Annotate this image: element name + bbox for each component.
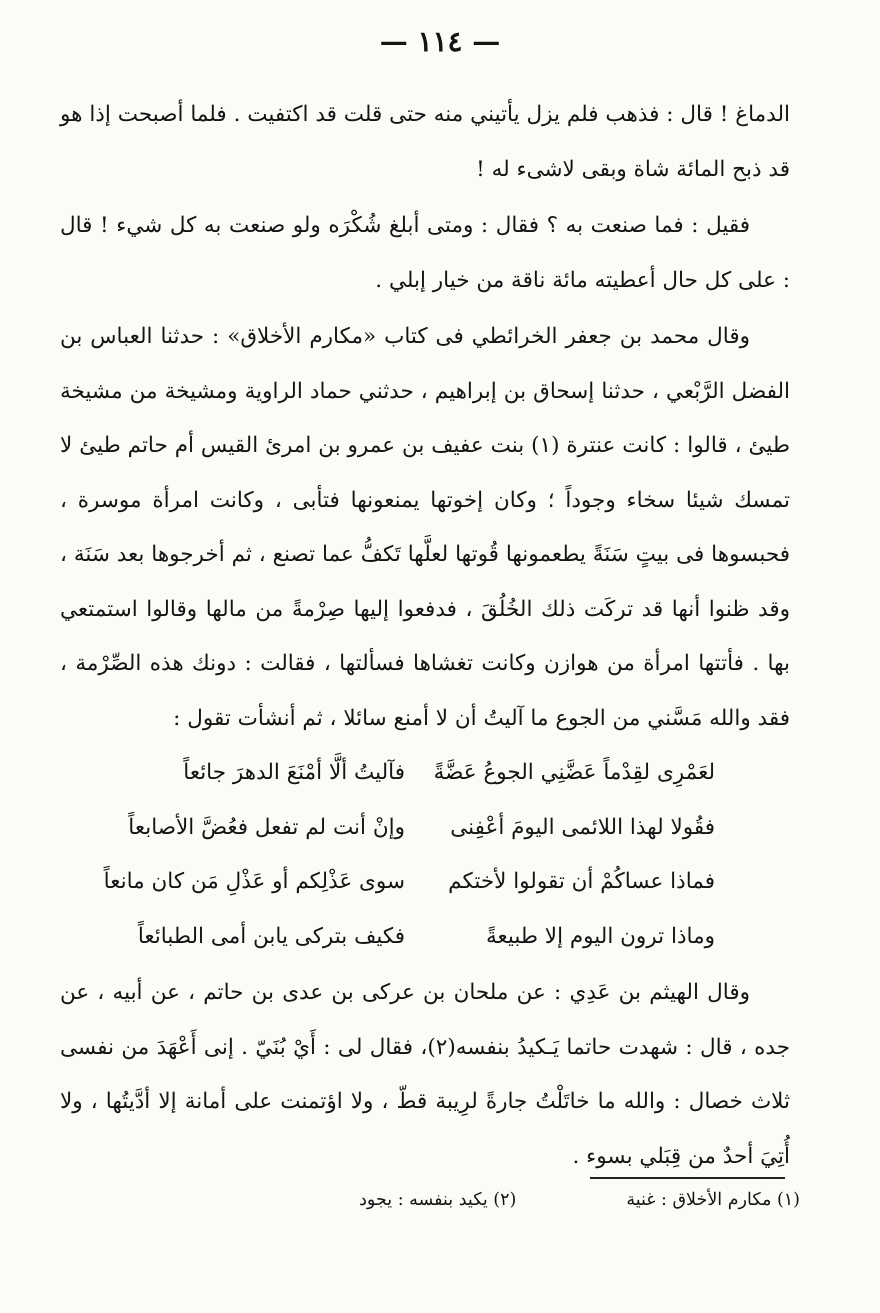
poem-verse-3: [60, 855, 790, 910]
paragraph-3: وقال محمد بن جعفر الخرائطي فى كتاب «مكارم الأخلاق» : حدثنا العباس بن الفضل الرَّبْعي ، حدثنا إسحاق بن إبراهيم ، حدثني حماد الراوية ومشيخة من مشيخة طيئ ، قالوا : كانت عنترة (١) بنت عفيف بن عمرو بن امرئ القيس أم حاتم طيئ لا تمسك شيئا سخاء وجوداً ؛ وكان إخوتها يمنعونها فتأبى ، وكانت امرأة موسرة ، فحبسوها فى بيتٍ سَنَةً يطعمونها قُوتها لعلَّها تَكفُّ عما تصنع ، ثم أخرجوها بعد سَنَة ، وقد ظنوا أنها قد تركَت ذلك الخُلُقَ ، فدفعوا إليها صِرْمةً من مالها وقالوا استمتعي بها . فأتتها امرأة من هوازن وكانت تغشاها فسألتها ، فقالت : دونك هذه الصِّرْمة ، فقد والله مَسَّني من الجوع ما آليتُ أن لا أمنع سائلا ، ثم أنشأت تقول :: [60, 324, 791, 731]
verse-4-second-hemistich: فكيف بتركى يابن أمى الطبائعاً: [137, 923, 405, 949]
poem-verse-2: [60, 801, 790, 856]
verse-1-first-hemistich: لعَمْرِى لقِدْماً عَضَّنِي الجوعُ عَضَّةً: [433, 760, 715, 785]
footnotes: [270, 1180, 800, 1220]
page-number: — ١١٤ —: [379, 25, 501, 58]
main-text: [60, 88, 790, 1184]
footnote-2: (٢) يكيد بنفسه : يجود: [359, 1190, 517, 1210]
poem: [60, 746, 790, 964]
verse-3-second-hemistich: سوى عَذْلِكم أو عَذْلِ مَن كان مانعاً: [103, 869, 405, 894]
verse-1-second-hemistich: فآليتُ ألَّا أمْنَعَ الدهرَ جائعاً: [183, 760, 405, 785]
paragraph-2: فقيل : فما صنعت به ؟ فقال : ومتى أبلغ شُكْرَه ولو صنعت به كل شيء ! قال : على كل حال أعطيته مائة ناقة من خيار إبلي .: [60, 213, 790, 293]
paragraph-4: وقال الهيثم بن عَدِي : عن ملحان بن عركى بن عدى بن حاتم ، عن أبيه ، عن جده ، قال : شهدت حاتما يَـكيدُ بنفسه(٢)، فقال لى : أَيْ بُنَيّ . إنى أَعْهَدَ من نفسى ثلاث خصال : والله ما خاتَلْتُ جارةً لرِيبة قطّ ، ولا اؤتمنت على أمانة إلا أدَّيتُها ، ولا أُتِيَ أحدٌ من قِبَلي بسوء .: [60, 980, 790, 1169]
poem-verse-4: [60, 910, 790, 965]
verse-2-second-hemistich: وإنْ أنت لم تفعل فعُضَّ الأصابعاً: [128, 814, 405, 840]
verse-3-first-hemistich: فماذا عساكُمْ أن تقولوا لأختكم: [448, 869, 715, 894]
footnote-divider: [590, 1177, 785, 1179]
paragraph-1: الدماغ ! قال : فذهب فلم يزل يأتيني منه حتى قلت قد اكتفيت . فلما أصبحت إذا هو قد ذبح المائة شاة وبقى لاشىء له !: [60, 102, 790, 182]
verse-4-first-hemistich: وماذا ترون اليوم إلا طبيعةً: [485, 923, 715, 949]
footnote-1: (١) مكارم الأخلاق : غنية: [626, 1190, 800, 1210]
verse-2-first-hemistich: فقُولا لهذا اللائمى اليومَ أعْفِنى: [450, 814, 715, 840]
poem-verse-1: [60, 746, 790, 801]
